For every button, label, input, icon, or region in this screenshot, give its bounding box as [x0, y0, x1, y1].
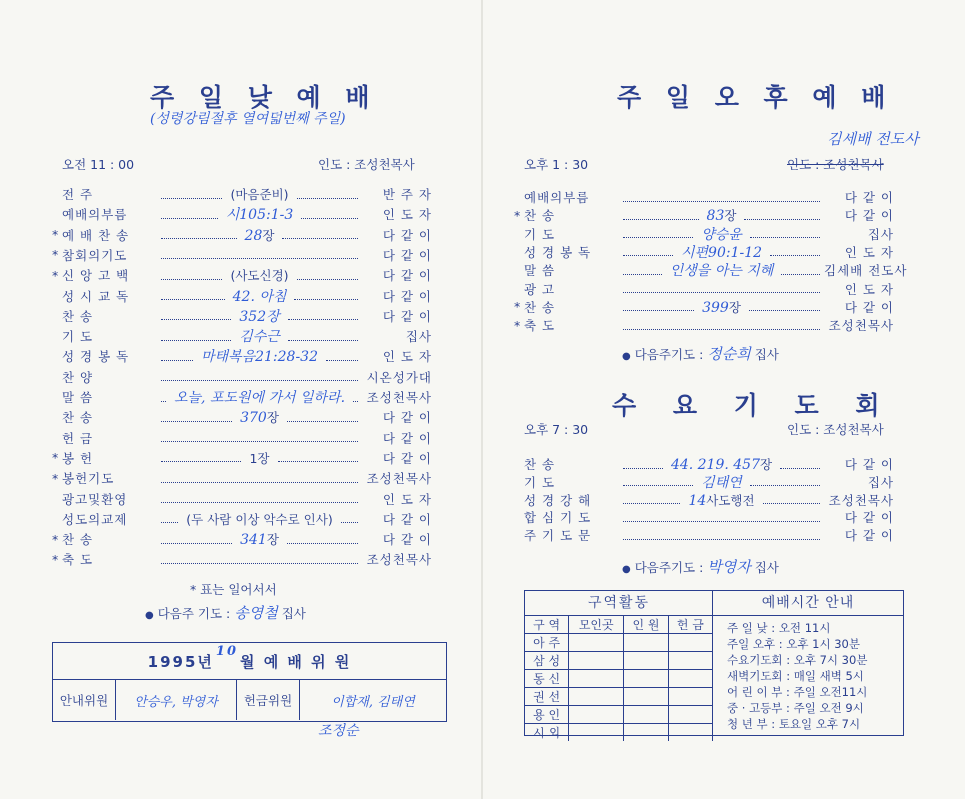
dot-leader — [781, 266, 820, 275]
district-row — [525, 724, 713, 742]
afternoon-item-label: 예배의부름 — [524, 190, 590, 205]
afternoon-item-role: 다 같 이 — [844, 299, 894, 315]
district-row — [525, 634, 713, 652]
dot-leader — [623, 495, 680, 504]
wednesday-leader: 인도 : 조성천목사 — [787, 422, 884, 437]
morning-item-value — [182, 510, 336, 528]
dot-leader — [623, 193, 820, 202]
dot-leader — [161, 433, 358, 442]
morning-item-label: 성 시 교 독 — [62, 288, 130, 304]
dot-leader — [623, 460, 663, 469]
morning-item-row — [52, 469, 432, 487]
wednesday-item-handwritten: 14 — [688, 492, 707, 509]
dot-leader — [750, 477, 820, 486]
afternoon-item-handwritten: 399 — [702, 299, 729, 316]
wednesday-item-label: 주 기 도 문 — [524, 528, 592, 544]
morning-item-label: 기 도 — [62, 329, 94, 345]
afternoon-item-role: 다 같 이 — [844, 208, 894, 224]
morning-item-printed-value: 장 — [262, 227, 275, 243]
standing-marker: * — [514, 317, 521, 333]
district-cell — [668, 688, 712, 706]
morning-item-label: 찬 송 — [62, 410, 94, 426]
wednesday-item-row — [524, 526, 894, 544]
afternoon-item-printed-value: 장 — [728, 299, 741, 315]
morning-item-row — [62, 368, 432, 386]
morning-item-handwritten: 오늘, 포도원에 가서 일하라. — [174, 390, 346, 406]
dot-leader — [161, 474, 358, 483]
morning-item-row — [62, 490, 432, 508]
morning-item-label: 봉 헌 — [62, 450, 94, 466]
morning-item-label: 성 경 봉 독 — [62, 349, 130, 365]
next-prayer-suffix: 집사 — [281, 606, 306, 621]
district-cell — [569, 706, 624, 724]
district-title: 구역활동 — [525, 591, 713, 616]
afternoon-item-handwritten: 인생을 아는 지혜 — [669, 263, 774, 280]
afternoon-item-printed-value: 장 — [724, 208, 737, 224]
dot-leader — [161, 352, 193, 361]
schedule-list — [713, 616, 903, 732]
district-header-cell: 구 역 — [525, 616, 569, 634]
dot-leader — [763, 495, 820, 504]
bullet-icon: ● — [622, 351, 631, 362]
morning-item-handwritten: 352장 — [239, 308, 280, 325]
afternoon-next-name: 정순희 — [707, 345, 751, 363]
wednesday-item-value — [684, 491, 758, 509]
district-cell — [668, 670, 712, 688]
committee-header — [53, 643, 446, 680]
morning-item-role: 다 같 이 — [382, 430, 432, 446]
morning-item-role: 다 같 이 — [382, 288, 433, 304]
dot-leader — [161, 372, 358, 381]
dot-leader — [623, 211, 699, 220]
morning-item-row — [62, 510, 432, 528]
schedule-item: 어 린 이 부 : 주일 오전11시 — [727, 685, 868, 699]
wednesday-item-printed-value: 장 — [760, 457, 773, 472]
district-cell: 시 외 — [525, 724, 569, 742]
morning-item-role: 조성천목사 — [366, 552, 432, 568]
wednesday-item-row — [524, 473, 894, 491]
morning-item-label: 찬 송 — [62, 308, 94, 324]
standing-marker: * — [514, 299, 521, 315]
district-cell — [624, 634, 668, 652]
dot-leader — [161, 311, 231, 320]
dot-leader — [326, 352, 358, 361]
schedule-item: 주일 오후 : 오후 1시 30분 — [727, 637, 860, 651]
afternoon-item-role: 조성천목사 — [828, 318, 894, 334]
committee-box — [52, 642, 447, 722]
morning-item-role: 조성천목사 — [366, 471, 432, 487]
morning-item-role: 다 같 이 — [382, 308, 432, 324]
dot-leader — [623, 247, 673, 256]
afternoon-item-row — [524, 280, 894, 298]
next-prayer-name: 송영철 — [234, 604, 278, 622]
district-cell: 아 주 — [525, 634, 569, 652]
morning-service-title: 주 일 낮 예 배 — [150, 83, 378, 112]
afternoon-leader-struck: 인도 : 조성천목사 — [787, 157, 884, 172]
afternoon-next-suffix: 집사 — [754, 347, 779, 362]
afternoon-item-row — [524, 261, 908, 280]
dot-leader — [297, 271, 358, 280]
afternoon-item-handwritten: 시편90:1-12 — [680, 244, 763, 261]
morning-item-value — [235, 326, 284, 346]
wednesday-next-suffix: 집사 — [754, 560, 779, 575]
dot-leader — [780, 460, 820, 469]
afternoon-leader-handwritten: 김세배 전도사 — [827, 130, 919, 148]
morning-item-printed-value: (마음준비) — [230, 187, 289, 202]
dot-leader — [744, 211, 820, 220]
morning-item-handwritten: 마태복음21:28-32 — [201, 349, 318, 366]
offering-label: 헌금위원 — [237, 680, 300, 720]
schedule-title: 예배시간 안내 — [713, 591, 903, 616]
morning-item-row — [62, 327, 432, 345]
morning-item-role: 다 같 이 — [382, 450, 432, 466]
wednesday-item-row — [524, 491, 894, 509]
dot-leader — [161, 555, 358, 564]
morning-item-role: 다 같 이 — [382, 268, 432, 284]
wednesday-item-label: 찬 송 — [524, 457, 556, 472]
morning-time: 오전 11 : 00 — [62, 157, 135, 172]
morning-item-handwritten: 28 — [244, 227, 263, 244]
afternoon-next-prayer — [622, 343, 779, 364]
dot-leader — [161, 291, 225, 300]
morning-item-label: 축 도 — [62, 552, 94, 568]
wednesday-item-handwritten: 44. 219. 457 — [670, 457, 760, 473]
dot-leader — [623, 302, 694, 311]
wednesday-next-name: 박영자 — [707, 558, 751, 576]
morning-item-handwritten: 시105:1-3 — [225, 207, 294, 224]
wednesday-title: 수 요 기 도 회 — [612, 391, 894, 420]
wednesday-item-role: 다 같 이 — [844, 457, 895, 472]
next-prayer-label: 다음주 기도 : — [157, 606, 231, 621]
wednesday-time: 오후 7 : 30 — [524, 422, 589, 437]
committee-year: 1995년 — [147, 652, 214, 671]
afternoon-item-handwritten: 83 — [706, 208, 725, 225]
morning-item-label: 신 앙 고 백 — [62, 268, 130, 284]
afternoon-item-label: 광 고 — [524, 281, 556, 297]
afternoon-item-role: 집사 — [867, 226, 895, 242]
morning-item-label: 성도의교제 — [62, 511, 128, 527]
morning-item-role: 다 같 이 — [382, 227, 432, 243]
standing-marker: * — [52, 531, 59, 547]
morning-item-label: 전 주 — [62, 187, 94, 202]
district-cell — [624, 688, 668, 706]
wednesday-item-role: 다 같 이 — [844, 510, 894, 526]
standing-marker: * — [514, 207, 521, 223]
dot-leader — [161, 230, 237, 239]
standing-note: * 표는 일어서서 — [190, 582, 277, 597]
standing-marker: * — [52, 247, 59, 263]
afternoon-item-role: 다 같 이 — [844, 190, 894, 205]
morning-item-row — [52, 266, 432, 284]
district-cell: 동 신 — [525, 670, 569, 688]
dot-leader — [623, 229, 693, 238]
guide-label: 안내위원 — [53, 680, 116, 720]
morning-item-row — [52, 246, 432, 264]
dot-leader — [161, 514, 178, 523]
schedule-item: 주 일 낮 : 오전 11시 — [727, 621, 831, 635]
wednesday-item-label: 합 심 기 도 — [524, 510, 592, 526]
bullet-icon: ● — [622, 564, 631, 575]
morning-item-label: 예배의부름 — [62, 207, 128, 223]
right-page — [482, 0, 965, 799]
morning-item-value — [170, 387, 349, 407]
morning-item-role: 반 주 자 — [382, 187, 432, 202]
morning-item-role: 인 도 자 — [382, 207, 433, 223]
standing-marker: * — [52, 470, 59, 486]
morning-item-row — [62, 429, 432, 447]
morning-item-role: 조성천목사 — [366, 390, 433, 405]
dot-leader — [623, 321, 820, 330]
afternoon-item-value — [697, 224, 746, 244]
morning-item-value — [235, 306, 283, 326]
district-header-cell: 헌 금 — [668, 616, 712, 634]
afternoon-item-row — [514, 206, 894, 225]
schedule-item: 수요기도회 : 오후 7시 30분 — [727, 653, 868, 667]
wednesday-item-value — [697, 472, 746, 492]
committee-extra-name: 조정순 — [318, 723, 359, 739]
wednesday-item-label: 기 도 — [524, 474, 556, 490]
next-prayer — [145, 602, 306, 623]
dot-leader — [161, 210, 218, 219]
dot-leader — [161, 250, 358, 259]
afternoon-item-label: 찬 송 — [524, 299, 556, 315]
committee-month: 10 — [215, 643, 238, 659]
afternoon-item-label: 기 도 — [524, 226, 556, 242]
afternoon-item-value — [666, 260, 778, 280]
afternoon-item-label: 말 씀 — [524, 263, 556, 279]
morning-item-value — [236, 530, 283, 548]
afternoon-item-row — [524, 225, 894, 243]
morning-item-value — [226, 266, 292, 284]
morning-item-printed-value: 장 — [266, 410, 279, 426]
dot-leader — [161, 271, 222, 280]
morning-item-value — [245, 449, 273, 467]
district-cell — [569, 634, 624, 652]
wednesday-item-role: 다 같 이 — [844, 528, 894, 544]
wednesday-item-printed-value: 사도행전 — [706, 492, 755, 508]
district-cell — [624, 670, 668, 688]
schedule-item: 중 · 고등부 : 주일 오전 9시 — [727, 701, 864, 715]
morning-item-label: 찬 양 — [62, 369, 94, 385]
morning-item-row — [62, 205, 432, 223]
afternoon-item-value — [698, 298, 745, 316]
morning-leader: 인도 : 조성천목사 — [318, 157, 415, 172]
dot-leader — [161, 453, 241, 462]
morning-item-row — [52, 530, 432, 549]
morning-item-row — [52, 550, 432, 568]
district-header-cell: 인 원 — [624, 616, 668, 634]
district-cell: 용 인 — [525, 706, 569, 724]
standing-marker: * — [52, 450, 59, 466]
dot-leader — [288, 311, 358, 320]
dot-leader — [161, 535, 232, 544]
afternoon-item-label: 축 도 — [524, 318, 556, 334]
dot-leader — [623, 513, 820, 522]
district-row — [525, 652, 713, 670]
afternoon-item-row — [514, 298, 894, 316]
morning-item-value — [226, 185, 292, 203]
morning-item-row — [62, 185, 432, 203]
dot-leader — [301, 210, 358, 219]
afternoon-leader — [787, 155, 884, 173]
district-cell: 삼 성 — [525, 652, 569, 670]
morning-item-role: 다 같 이 — [382, 410, 432, 426]
committee-title: 월 예 배 위 원 — [240, 652, 352, 671]
morning-item-row — [62, 388, 432, 406]
district-header-cell: 모인곳 — [569, 616, 624, 634]
dot-leader — [623, 477, 693, 486]
wednesday-item-value — [667, 455, 776, 473]
wednesday-item-role: 조성천목사 — [828, 492, 895, 508]
morning-item-role: 다 같 이 — [382, 511, 432, 527]
dot-leader — [341, 514, 358, 523]
district-cell: 권 선 — [525, 688, 569, 706]
morning-item-handwritten: 김수근 — [239, 329, 280, 346]
dot-leader — [297, 190, 358, 199]
district-box — [524, 590, 713, 740]
dot-leader — [623, 531, 820, 540]
district-table — [525, 616, 713, 741]
morning-item-value — [241, 226, 279, 244]
dot-leader — [287, 535, 358, 544]
morning-item-row — [62, 408, 432, 426]
dot-leader — [770, 247, 820, 256]
morning-item-value — [229, 286, 291, 306]
district-cell — [668, 634, 712, 652]
dot-leader — [161, 494, 358, 503]
morning-item-label: 예 배 찬 송 — [62, 227, 130, 243]
morning-item-label: 말 씀 — [62, 390, 94, 405]
afternoon-item-label: 찬 송 — [524, 208, 556, 224]
wednesday-item-role: 집사 — [867, 474, 895, 490]
afternoon-time: 오후 1 : 30 — [524, 157, 589, 172]
dot-leader — [278, 453, 358, 462]
afternoon-item-row — [524, 188, 894, 206]
wednesday-item-handwritten: 김태연 — [701, 474, 742, 491]
afternoon-next-label: 다음주기도 : — [634, 347, 704, 362]
schedule-item: 청 년 부 : 토요일 오후 7시 — [727, 717, 861, 731]
afternoon-item-value — [703, 206, 741, 224]
left-page — [0, 0, 482, 799]
morning-item-handwritten: 341 — [240, 532, 267, 549]
dot-leader — [287, 413, 358, 422]
dot-leader — [161, 413, 232, 422]
wednesday-next-prayer — [622, 556, 779, 577]
morning-item-role: 시온성가대 — [366, 369, 432, 385]
district-cell — [668, 706, 712, 724]
afternoon-item-handwritten: 양승윤 — [701, 226, 742, 243]
schedule-item: 새벽기도회 : 매일 새벽 5시 — [727, 669, 864, 683]
afternoon-service-title: 주 일 오 후 예 배 — [617, 83, 894, 112]
afternoon-item-role: 인 도 자 — [844, 244, 895, 260]
district-cell — [569, 652, 624, 670]
dot-leader — [623, 284, 820, 293]
dot-leader — [282, 230, 358, 239]
district-row — [525, 670, 713, 688]
morning-item-handwritten: 370 — [240, 410, 267, 427]
morning-subtitle: (성령강림절후 열여덟번째 주일) — [150, 111, 346, 127]
afternoon-item-role: 인 도 자 — [844, 281, 894, 297]
district-cell — [624, 652, 668, 670]
afternoon-item-row — [524, 243, 894, 261]
offering-names: 이합재, 김태연 — [331, 694, 415, 710]
bullet-icon: ● — [145, 610, 154, 621]
morning-item-printed-value: 장 — [266, 532, 279, 548]
morning-item-role: 다 같 이 — [382, 532, 432, 548]
dot-leader — [353, 393, 358, 402]
standing-marker: * — [52, 267, 59, 283]
morning-item-handwritten: 42. 아침 — [232, 288, 287, 305]
wednesday-item-label: 성 경 강 해 — [524, 492, 592, 508]
morning-item-row — [62, 287, 432, 305]
morning-item-label: 광고및환영 — [62, 491, 128, 507]
district-cell — [668, 724, 712, 742]
morning-item-value — [222, 204, 298, 224]
district-row — [525, 706, 713, 724]
standing-marker: * — [52, 227, 59, 243]
dot-leader — [749, 302, 820, 311]
morning-item-label: 헌 금 — [62, 430, 94, 446]
district-row — [525, 688, 713, 706]
district-cell — [569, 670, 624, 688]
wednesday-item-row — [524, 508, 894, 526]
morning-item-role: 다 같 이 — [382, 247, 432, 263]
morning-item-value — [236, 408, 283, 426]
afternoon-item-value — [677, 242, 766, 262]
wednesday-item-row — [524, 455, 894, 473]
dot-leader — [294, 291, 358, 300]
morning-item-label: 찬 송 — [62, 532, 94, 548]
morning-item-value — [197, 346, 322, 366]
wednesday-next-label: 다음주기도 : — [634, 560, 704, 575]
morning-item-label: 봉헌기도 — [62, 471, 115, 487]
dot-leader — [750, 229, 820, 238]
dot-leader — [161, 190, 222, 199]
district-cell — [569, 724, 624, 742]
morning-item-label: 참회의기도 — [62, 247, 128, 263]
dot-leader — [161, 393, 166, 402]
schedule-box — [712, 590, 904, 736]
district-cell — [624, 706, 668, 724]
guide-names: 안승우, 박영자 — [116, 680, 237, 720]
afternoon-item-role: 김세배 전도사 — [824, 263, 908, 279]
morning-item-row — [52, 449, 432, 467]
morning-item-role: 인 도 자 — [382, 349, 432, 365]
morning-item-row — [62, 347, 432, 365]
district-cell — [569, 688, 624, 706]
afternoon-item-label: 성 경 봉 독 — [524, 244, 592, 260]
morning-item-printed-value: (사도신경) — [230, 268, 289, 284]
dot-leader — [623, 266, 662, 275]
morning-item-printed-value: 1장 — [249, 450, 270, 466]
morning-item-role: 인 도 자 — [382, 491, 432, 507]
afternoon-item-row — [514, 316, 894, 334]
committee-row — [53, 680, 446, 720]
district-cell — [624, 724, 668, 742]
dot-leader — [161, 332, 231, 341]
morning-item-row — [52, 226, 432, 244]
district-cell — [668, 652, 712, 670]
dot-leader — [288, 332, 358, 341]
morning-item-printed-value: (두 사람 이상 악수로 인사) — [186, 511, 333, 527]
standing-marker: * — [52, 551, 59, 567]
morning-item-role: 집사 — [405, 329, 433, 345]
morning-item-row — [62, 307, 432, 325]
